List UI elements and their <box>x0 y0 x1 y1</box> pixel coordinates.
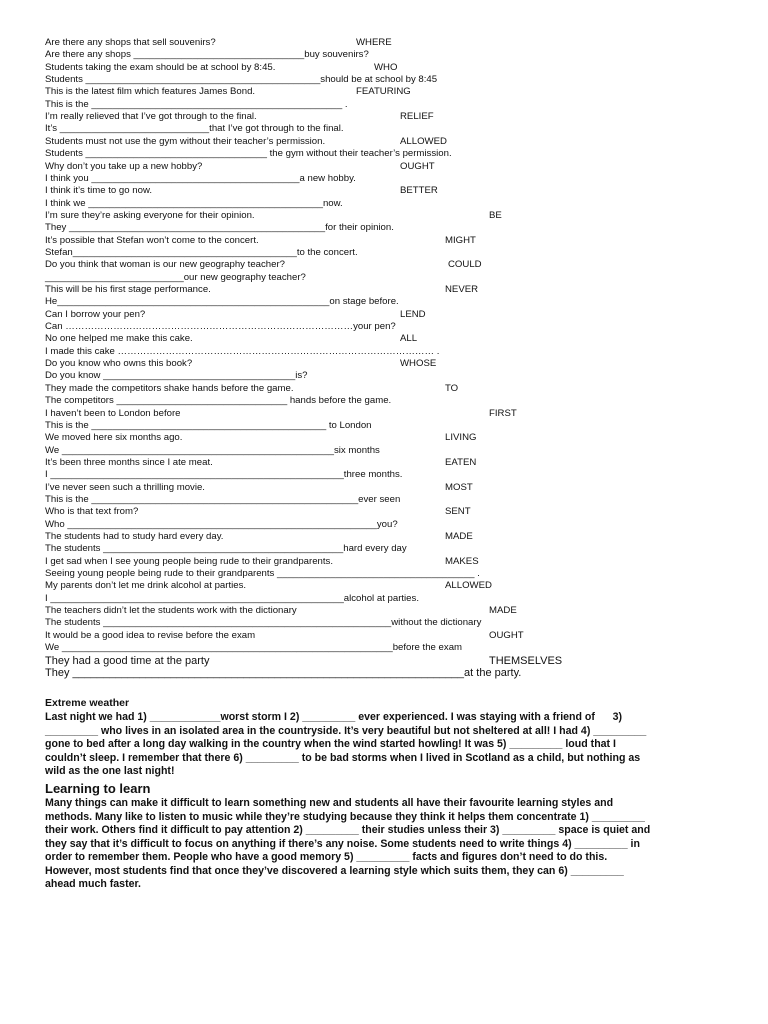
answer-gap-line[interactable]: They ________________________________________________________________at the party. <box>45 666 522 679</box>
keyword-label: THEMSELVES <box>489 654 563 667</box>
keyword-label: EATEN <box>445 456 477 468</box>
keyword-label: OUGHT <box>489 629 524 641</box>
keyword-label: OUGHT <box>400 160 435 172</box>
answer-gap-line[interactable]: We ______________________________________________________________before the exam <box>45 642 463 654</box>
answer-gap-line[interactable]: Who __________________________________________________________you? <box>45 518 398 530</box>
extreme-weather-title: Extreme weather <box>45 697 130 709</box>
answer-gap-line[interactable]: Seeing young people being rude to their grandparents _____________________________________ . <box>45 568 480 580</box>
answer-gap-line[interactable]: Students __________________________________ the gym without their teacher’s permission. <box>45 148 452 160</box>
original-sentence: I’m sure they’re asking everyone for their opinion. <box>45 209 255 221</box>
original-sentence: No one helped me make this cake. <box>45 333 193 345</box>
answer-gap-line[interactable]: Stefan__________________________________________to the concert. <box>45 246 358 258</box>
original-sentence: I haven’t been to London before <box>45 407 181 419</box>
answer-gap-line[interactable]: It’s ____________________________that I’ve got through to the final. <box>45 123 344 135</box>
original-sentence: Do you know who owns this book? <box>45 358 193 370</box>
original-sentence: They made the competitors shake hands before the game. <box>45 382 294 394</box>
original-sentence: I think it’s time to go now. <box>45 185 153 197</box>
answer-gap-line[interactable]: They ________________________________________________for their opinion. <box>45 222 394 234</box>
original-sentence: It’s been three months since I ate meat. <box>45 456 213 468</box>
learning-to-learn-title: Learning to learn <box>45 781 151 796</box>
original-sentence: Students taking the exam should be at school by 8:45. <box>45 61 276 73</box>
original-sentence: This will be his first stage performance. <box>45 284 211 295</box>
learning-to-learn-text: Many things can make it difficult to learn something new and students all have their favourite learning styles and methods. Many like to listen to music while they’re studying because they think it helps them concentrate 1) _________ their work. Others find it difficult to pay attention 2) _________ their studies unless their 3) _________ space is quiet and they say that it’s difficult to focus on anything if there’s any noise. Some students need to write things 4) _________ in order to remember them. People who have a good memory 5) _________ facts and figures don’t need to do this. However, most students find that once they’ve discovered a learning style which suits them, they can 6) _________ ahead much faster. <box>45 797 651 890</box>
answer-gap-line[interactable]: Are there any shops ________________________________buy souvenirs? <box>45 49 369 61</box>
answer-gap-line[interactable]: __________________________our new geography teacher? <box>45 271 306 283</box>
original-sentence: Who is that text from? <box>45 506 139 518</box>
keyword-label: ALLOWED <box>445 580 492 592</box>
answer-gap-line[interactable]: The competitors ________________________________ hands before the game. <box>45 395 392 407</box>
original-sentence: Can I borrow your pen? <box>45 308 146 320</box>
keyword-label: ALLOWED <box>400 135 447 147</box>
original-sentence: Do you think that woman is our new geography teacher? <box>45 259 285 271</box>
original-sentence: This is the latest film which features James Bond. <box>45 86 256 98</box>
keyword-label: MADE <box>445 531 473 542</box>
extreme-weather-text: Last night we had 1) ____________worst storm I 2) _________ ever experienced. I was staying with a friend of 3) _________ who lives in an isolated area in the countryside. It’s very beautiful but not sheltered at all! I had 4) _________ gone to bed after a long day walking in the country when the wind started howling! It was 5) _________ loud that I couldn’t sleep. I remember that there 6) _________ to be bad storms when I lived in Scotland as a child, but nothing as wild as the one last night! <box>45 711 647 777</box>
original-sentence: Students must not use the gym without their teacher’s permission. <box>45 135 326 147</box>
keyword-label: WHO <box>374 61 398 73</box>
keyword-label: RELIEF <box>400 111 434 123</box>
answer-gap-line[interactable]: I _______________________________________________________three months. <box>45 469 403 481</box>
original-sentence: Why don’t you take up a new hobby? <box>45 160 203 172</box>
answer-gap-line[interactable]: Can ………………………………………………………………………………your pen? <box>45 321 396 333</box>
answer-gap-line[interactable]: Students ____________________________________________should be at school by 8:45 <box>45 74 438 86</box>
keyword-label: BE <box>489 209 502 221</box>
answer-gap-line[interactable]: I think you _______________________________________a new hobby. <box>45 172 356 184</box>
answer-gap-line[interactable]: The students ______________________________________________________without the dictionary <box>45 617 482 629</box>
answer-gap-line[interactable]: This is the __________________________________________________ever seen <box>45 493 401 505</box>
keyword-label: BETTER <box>400 185 438 197</box>
keyword-label: FEATURING <box>356 86 411 98</box>
keyword-label: FIRST <box>489 407 517 419</box>
keyword-label: NEVER <box>445 284 479 295</box>
keyword-label: ALL <box>400 333 418 345</box>
keyword-label: TO <box>445 382 459 394</box>
answer-gap-line[interactable]: I made this cake ……………………………………………………………………………………… . <box>45 345 440 357</box>
answer-gap-line[interactable]: This is the _______________________________________________ . <box>45 98 348 110</box>
keyword-label: LEND <box>400 308 426 320</box>
original-sentence: It would be a good idea to revise before the exam <box>45 629 256 641</box>
answer-gap-line[interactable]: I think we ____________________________________________now. <box>45 197 343 209</box>
keyword-label: MADE <box>489 605 517 617</box>
original-sentence: I get sad when I see young people being rude to their grandparents. <box>45 555 334 567</box>
keyword-label: WHOSE <box>400 358 437 370</box>
original-sentence: It’s possible that Stefan won’t come to the concert. <box>45 234 259 246</box>
answer-gap-line[interactable]: We ___________________________________________________six months <box>45 444 380 456</box>
keyword-label: MOST <box>445 481 473 493</box>
original-sentence: I’m really relieved that I’ve got through to the final. <box>45 111 257 123</box>
keyword-label: MIGHT <box>445 234 476 246</box>
keyword-label: LIVING <box>445 432 477 444</box>
keyword-label: SENT <box>445 506 471 518</box>
original-sentence: My parents don’t let me drink alcohol at parties. <box>45 580 247 592</box>
answer-gap-line[interactable]: He___________________________________________________on stage before. <box>45 296 399 308</box>
answer-gap-line[interactable]: Do you know ____________________________________is? <box>45 370 308 382</box>
answer-gap-line[interactable]: This is the ____________________________________________ to London <box>45 419 372 431</box>
answer-gap-line[interactable]: The students _____________________________________________hard every day <box>45 543 407 555</box>
original-sentence: They had a good time at the party <box>45 654 210 667</box>
answer-gap-line[interactable]: I _______________________________________________________alcohol at parties. <box>45 592 419 604</box>
original-sentence: I’ve never seen such a thrilling movie. <box>45 481 205 493</box>
keyword-label: WHERE <box>356 37 392 48</box>
original-sentence: The teachers didn’t let the students work with the dictionary <box>45 605 297 617</box>
keyword-label: MAKES <box>445 555 479 567</box>
original-sentence: We moved here six months ago. <box>45 432 183 444</box>
keyword-label: COULD <box>448 259 482 271</box>
original-sentence: Are there any shops that sell souvenirs? <box>45 37 216 48</box>
original-sentence: The students had to study hard every day. <box>45 531 224 542</box>
